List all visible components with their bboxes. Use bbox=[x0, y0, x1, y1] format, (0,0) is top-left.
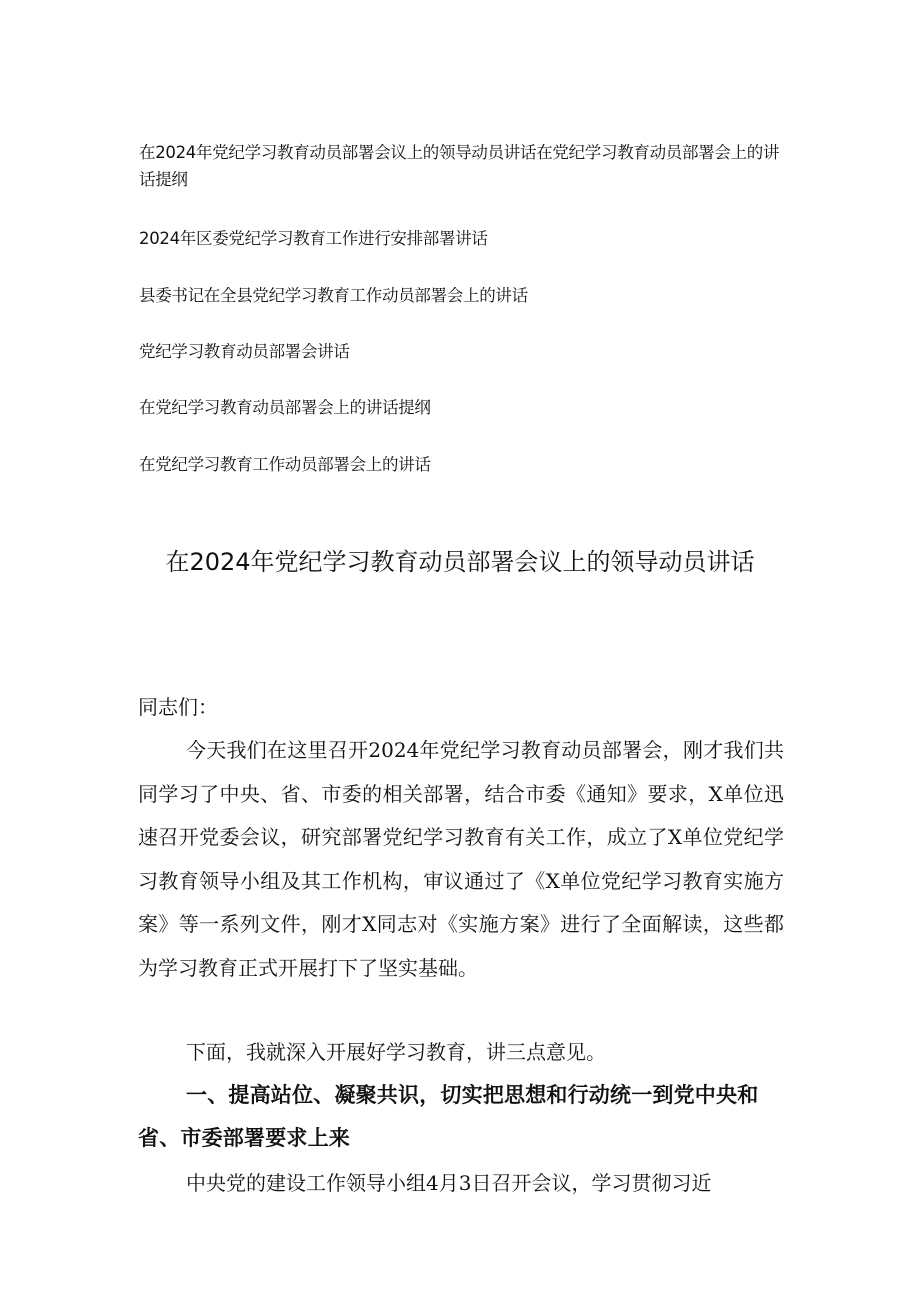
toc-item[interactable]: 在党纪学习教育动员部署会上的讲话提纲 bbox=[139, 398, 431, 417]
toc-item[interactable]: 党纪学习教育动员部署会讲话 bbox=[139, 342, 350, 361]
toc-item[interactable]: 2024年区委党纪学习教育工作进行安排部署讲话 bbox=[139, 229, 488, 248]
toc-item[interactable]: 在党纪学习教育工作动员部署会上的讲话 bbox=[139, 455, 431, 474]
salutation: 同志们： bbox=[138, 695, 218, 719]
toc-item[interactable]: 县委书记在全县党纪学习教育工作动员部署会上的讲话 bbox=[139, 286, 528, 305]
body-paragraph: 中央党的建设工作领导小组4月3日召开会议，学习贯彻习近 bbox=[186, 1171, 712, 1195]
document-title: 在2024年党纪学习教育动员部署会议上的领导动员讲话 bbox=[165, 548, 755, 576]
body-paragraph: 下面，我就深入开展好学习教育，讲三点意见。 bbox=[186, 1040, 606, 1064]
body-paragraph: 今天我们在这里召开2024年党纪学习教育动员部署会，刚才我们共同学习了中央、省、市委的相关部署，结合市委《通知》要求，X单位迅速召开党委会议，研究部署党纪学习教育有关工作，成立了X单位党纪学习教育领导小组及其工作机构，审议通过了《X单位党纪学习教育实施方案》等一系列文件，刚才X同志对《实施方案》进行了全面解读，这些都为学习教育正式开展打下了坚实基础。 bbox=[138, 738, 784, 980]
section-heading: 一、提高站位、凝聚共识，切实把思想和行动统一到党中央和省、市委部署要求上来 bbox=[138, 1083, 759, 1150]
toc-item[interactable]: 在2024年党纪学习教育动员部署会议上的领导动员讲话在党纪学习教育动员部署会上的讲话提纲 bbox=[139, 143, 780, 189]
